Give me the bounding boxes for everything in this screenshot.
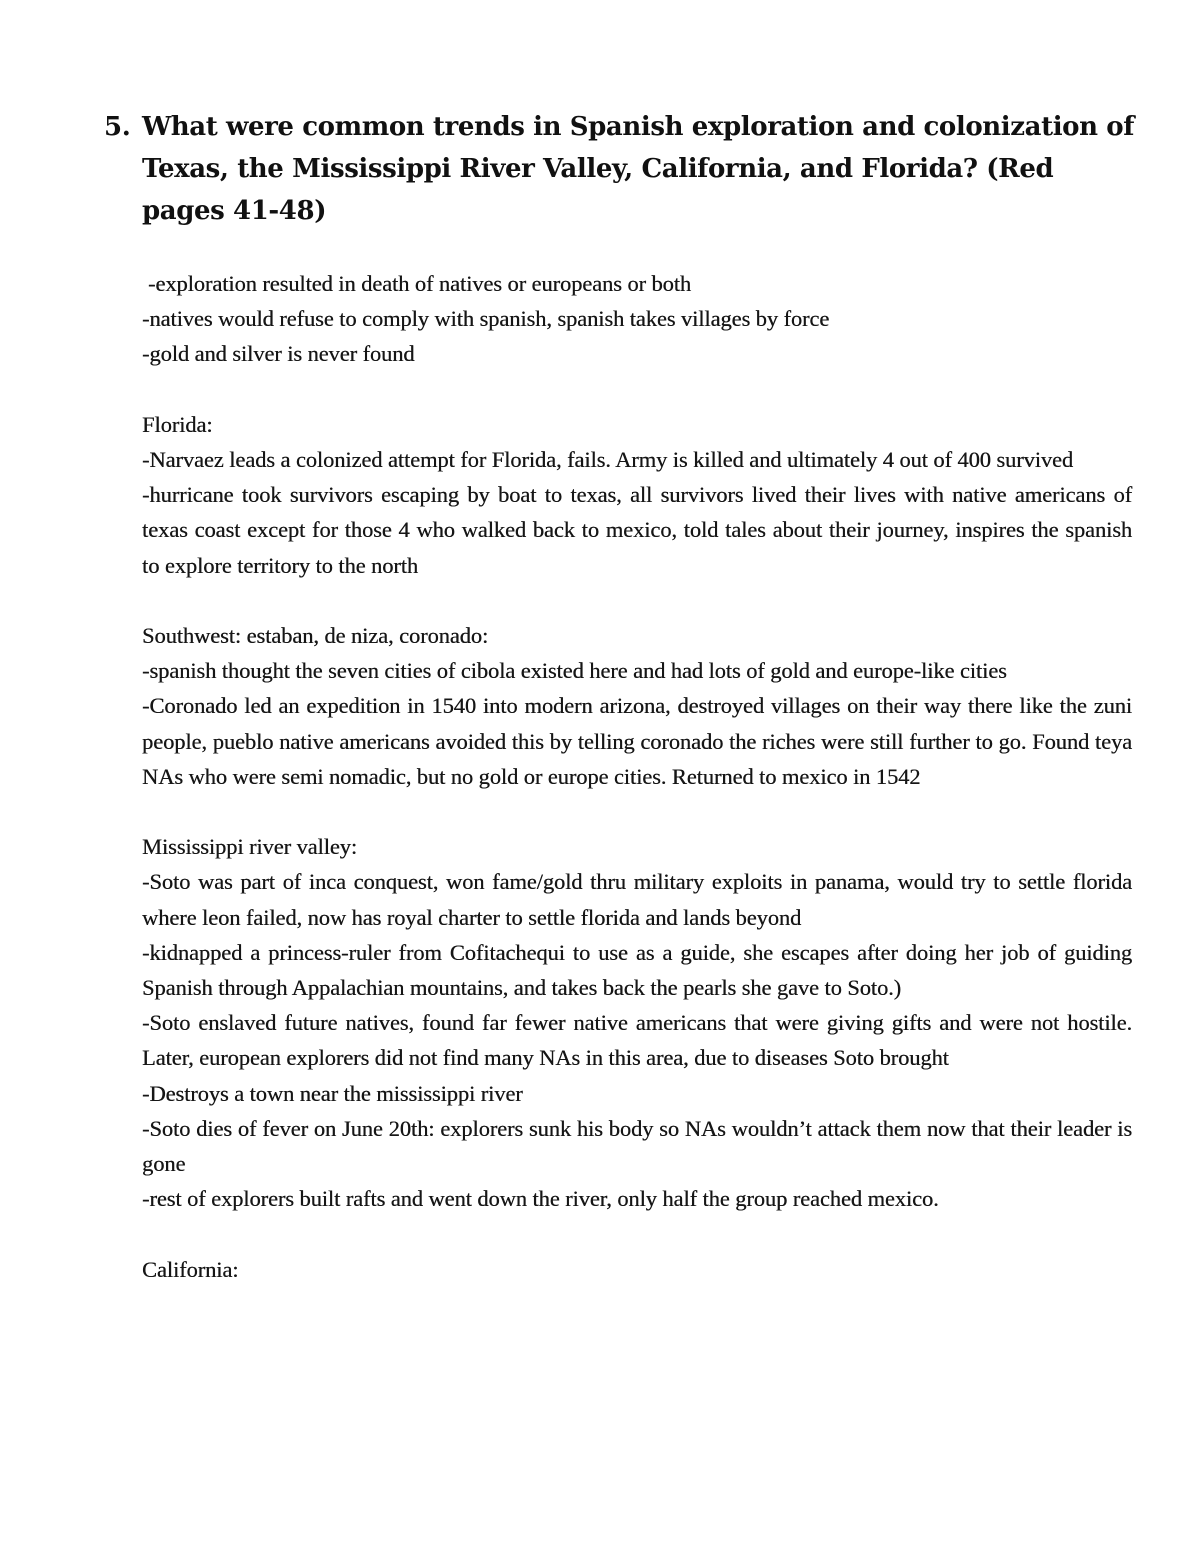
- southwest-section: [142, 618, 1132, 794]
- trend-item: -gold and silver is never found: [142, 341, 415, 367]
- trends-section: [142, 266, 1132, 372]
- question-text: What were common trends in Spanish exploration and colonization of Texas, the Mississippi River Valley, California, and Florida? (Red pages 41-48): [142, 112, 1134, 226]
- florida-point: -hurricane took survivors escaping by boat to texas, all survivors lived their lives with native americans of texas coast except for those 4 who walked back to mexico, told tales about their journey, inspires the spanish to explore territory to the north: [142, 482, 1132, 578]
- southwest-heading: Southwest: estaban, de niza, coronado:: [142, 623, 489, 648]
- southwest-point: -Coronado led an expedition in 1540 into modern arizona, destroyed villages on their way there like the zuni people, pueblo native americans avoided this by telling coronado the riches were still further to go. Found teya NAs who were semi nomadic, but no gold or europe cities. Returned to mexico in 1542: [142, 693, 1132, 789]
- florida-heading: Florida:: [142, 411, 213, 437]
- mississippi-point: -kidnapped a princess-ruler from Cofitachequi to use as a guide, she escapes after doing her job of guiding Spanish through Appalachian mountains, and takes back the pearls she gave to Soto.): [142, 939, 1132, 1001]
- southwest-point: -spanish thought the seven cities of cibola existed here and had lots of gold and europe-like cities: [142, 658, 1007, 684]
- california-heading: California:: [142, 1256, 239, 1282]
- florida-point: -Narvaez leads a colonized attempt for Florida, fails. Army is killed and ultimately 4 out of 400 survived: [142, 447, 1074, 472]
- trend-item: -exploration resulted in death of natives or europeans or both: [148, 271, 692, 296]
- question-heading: [104, 106, 1134, 232]
- mississippi-point: -Soto enslaved future natives, found far fewer native americans that were giving gifts and were not hostile. Later, european explorers did not find many NAs in this area, due to diseases Soto brought: [142, 1010, 1132, 1071]
- california-section: [142, 1252, 1132, 1287]
- florida-section: [142, 407, 1132, 583]
- mississippi-point: -Destroys a town near the mississippi river: [142, 1080, 523, 1106]
- mississippi-point: -rest of explorers built rafts and went down the river, only half the group reached mexico.: [142, 1186, 939, 1212]
- answer-body: [142, 266, 1132, 1287]
- mississippi-point: -Soto was part of inca conquest, won fame/gold thru military exploits in panama, would try to settle florida where leon failed, now has royal charter to settle florida and lands beyond: [142, 869, 1132, 930]
- mississippi-point: -Soto dies of fever on June 20th: explorers sunk his body so NAs wouldn’t attack them now that their leader is gone: [142, 1115, 1132, 1177]
- trend-item: -natives would refuse to comply with spanish, spanish takes villages by force: [142, 306, 830, 332]
- mississippi-section: [142, 829, 1132, 1216]
- mississippi-heading: Mississippi river valley:: [142, 834, 357, 860]
- question-number: 5.: [104, 112, 131, 142]
